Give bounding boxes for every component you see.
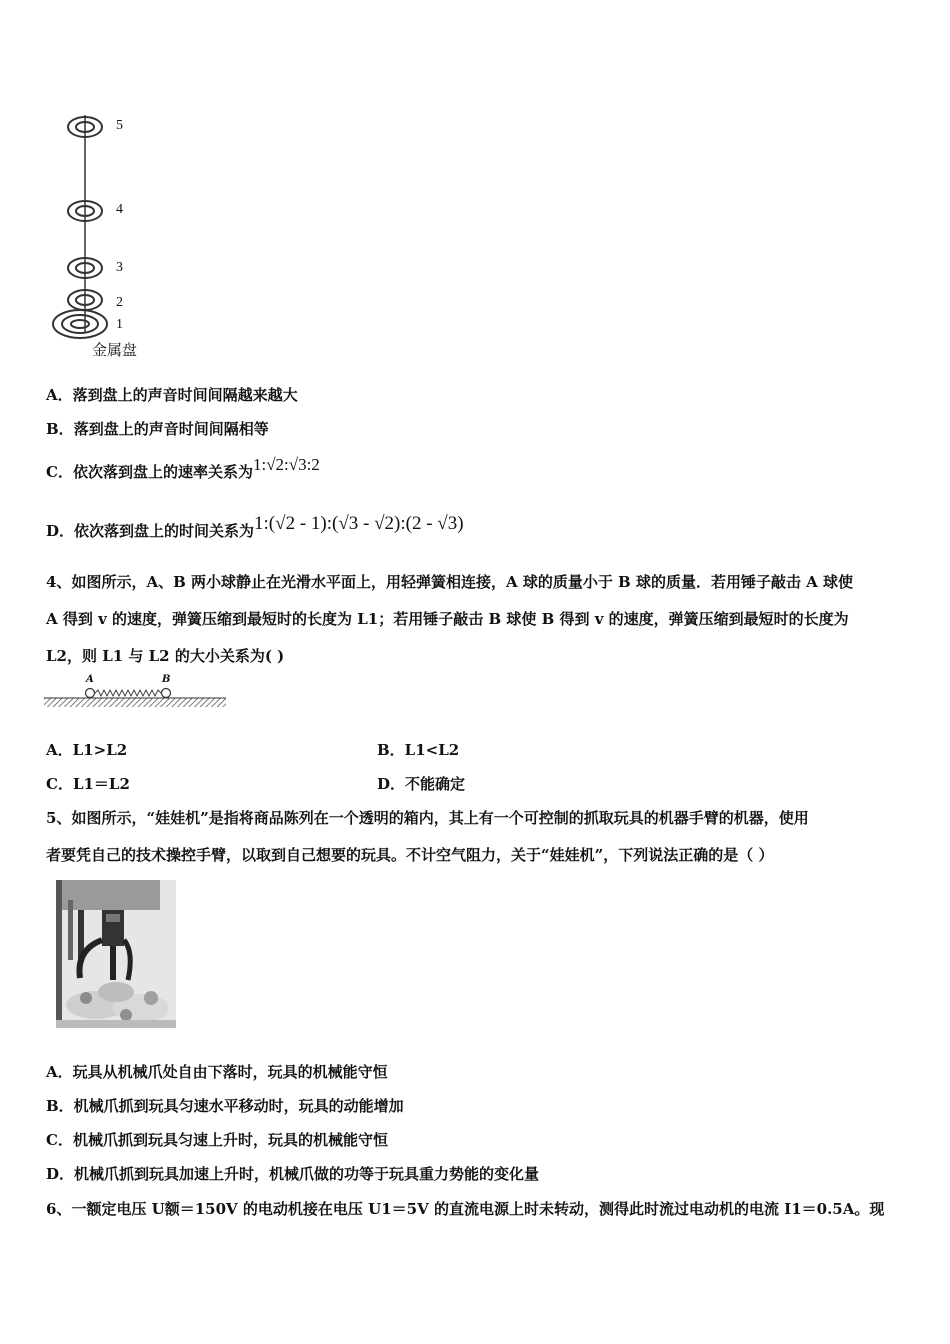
option-text: 依次落到盘上的速率关系为 bbox=[72, 463, 253, 481]
q4-stem-line1: 4、如图所示，A、B 两小球静止在光滑水平面上，用轻弹簧相连接，A 球的质量小于 B 球的质量．若用锤子敲击 A 球使 bbox=[46, 573, 854, 591]
q5-option-b: B．机械爪抓到玩具匀速水平移动时，玩具的动能增加 bbox=[46, 1097, 404, 1115]
q4-option-b: B．L1<L2 bbox=[377, 741, 460, 759]
option-letter: D． bbox=[46, 522, 75, 540]
option-letter: A． bbox=[46, 386, 73, 404]
spring-diagram bbox=[44, 676, 229, 712]
option-text: 落到盘上的声音时间间隔越来越大 bbox=[72, 386, 298, 404]
q4-option-c: C．L1＝L2 bbox=[46, 775, 130, 793]
q5-stem-line1: 5、如图所示，“娃娃机”是指将商品陈列在一个透明的箱内，其上有一个可控制的抓取玩具的机器手臂的机器，使用 bbox=[46, 809, 809, 827]
claw-machine-image bbox=[56, 880, 176, 1028]
rings-diagram bbox=[50, 110, 170, 365]
q5-option-a: A．玩具从机械爪处自由下落时，玩具的机械能守恒 bbox=[46, 1063, 388, 1081]
option-text: 依次落到盘上的时间关系为 bbox=[74, 522, 255, 540]
ball-a bbox=[86, 689, 95, 698]
option-text: 落到盘上的声音时间间隔相等 bbox=[73, 420, 269, 438]
q6-stem-line1: 6、一额定电压 U额＝150V 的电动机接在电压 U1＝5V 的直流电源上时未转动，测得此时流过电动机的电流 I1＝0.5A。现 bbox=[46, 1200, 885, 1218]
ball-label-a: A bbox=[86, 674, 94, 685]
q3-option-c bbox=[46, 455, 320, 482]
option-letter: C． bbox=[46, 463, 73, 481]
q4-stem-line2: A 得到 v 的速度，弹簧压缩到最短时的长度为 L1；若用锤子敲击 B 球使 B 得到 v 的速度，弹簧压缩到最短时的长度为 bbox=[46, 610, 849, 628]
option-letter: B． bbox=[46, 420, 74, 438]
q4-stem-line3: L2，则 L1 与 L2 的大小关系为( ) bbox=[46, 647, 285, 665]
q3-option-d bbox=[46, 513, 464, 541]
rings-figure bbox=[50, 110, 170, 365]
option-math: 1:(√2 - 1):(√3 - √2):(2 - √3) bbox=[254, 513, 464, 534]
figure-caption: 金属盘 bbox=[92, 341, 138, 359]
question-number: 5、 bbox=[46, 809, 72, 827]
ring-label-1: 1 bbox=[116, 317, 123, 332]
ball-b bbox=[162, 689, 171, 698]
spring bbox=[95, 690, 161, 696]
ring-label-3: 3 bbox=[116, 260, 123, 275]
q5-stem-line2: 者要凭自己的技术操控手臂，以取到自己想要的玩具。不计空气阻力，关于“娃娃机”，下列说法正确的是（ ） bbox=[46, 846, 774, 864]
q4-option-a: A．L1>L2 bbox=[46, 741, 128, 759]
metal-plate bbox=[53, 310, 107, 338]
option-math: 1:√2:√3:2 bbox=[252, 455, 320, 474]
spring-figure bbox=[44, 676, 229, 712]
q3-option-b bbox=[46, 419, 269, 439]
claw-machine-photo bbox=[56, 880, 176, 1028]
ring-label-4: 4 bbox=[116, 202, 123, 217]
question-number: 6、 bbox=[46, 1200, 72, 1218]
ring-label-2: 2 bbox=[116, 295, 123, 310]
q5-option-d: D．机械爪抓到玩具加速上升时，机械爪做的功等于玩具重力势能的变化量 bbox=[46, 1165, 540, 1183]
ball-label-b: B bbox=[162, 674, 171, 685]
q5-option-c: C．机械爪抓到玩具匀速上升时，玩具的机械能守恒 bbox=[46, 1131, 388, 1149]
ring-label-5: 5 bbox=[116, 118, 123, 133]
question-number: 4、 bbox=[46, 573, 72, 591]
q4-option-d: D．不能确定 bbox=[377, 775, 466, 793]
q3-option-a bbox=[46, 385, 298, 405]
